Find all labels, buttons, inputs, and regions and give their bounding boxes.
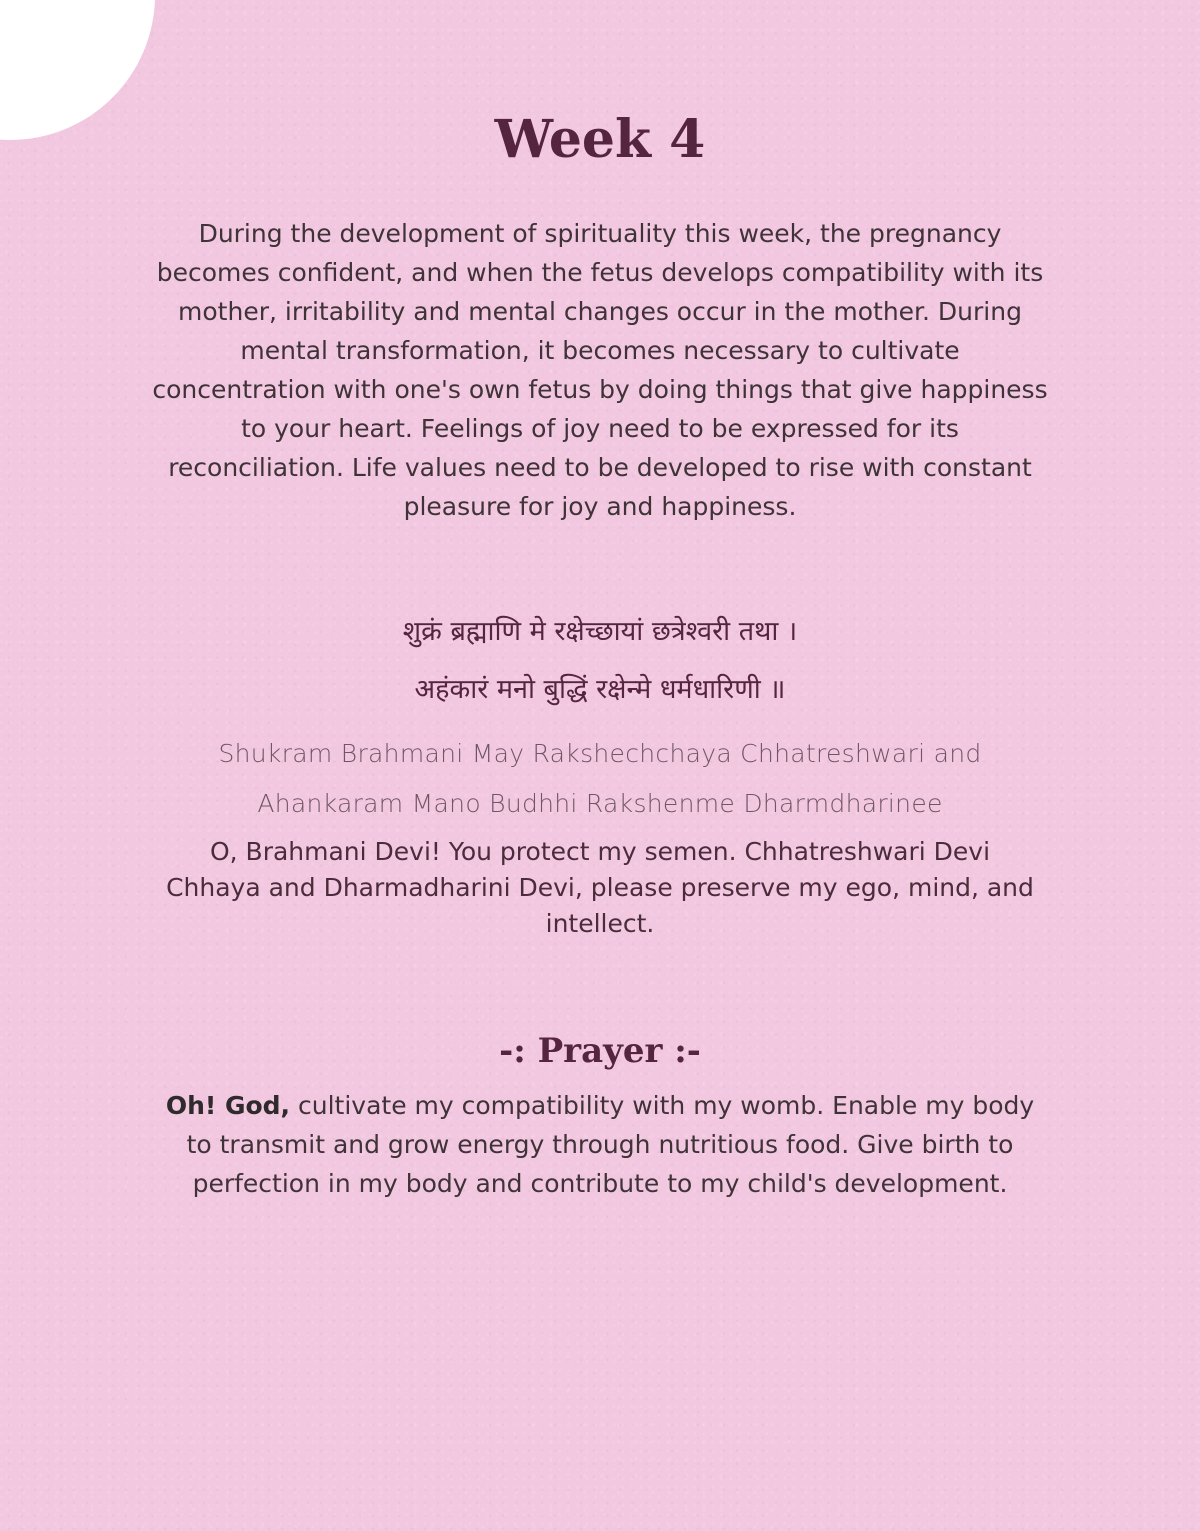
- intro-paragraph: During the development of spirituality this week, the pregnancy becomes confident, and when the fetus develops compatibility with its mother, irritability and mental changes occur in the mother. During mental transformation, it becomes necessary to cultivate concentration with one's own fetus by doing things that give happiness to your heart. Feelings of joy need to be expressed for its reconciliation. Life values need to be developed to rise with constant pleasure for joy and happiness.: [152, 219, 1048, 521]
- prayer-lead: Oh! God,: [165, 1091, 291, 1120]
- translation-paragraph: O, Brahmani Devi! You protect my semen. Chhatreshwari Devi Chhaya and Dharmadharini Devi, please preserve my ego, mind, and intellect.: [166, 837, 1034, 938]
- prayer-heading: -: Prayer :-: [499, 1031, 701, 1071]
- transliteration-line-1: Shukram Brahmani May Rakshechchaya Chhatreshwari and: [218, 739, 982, 768]
- prayer-body-text: cultivate my compatibility with my womb. Enable my body to transmit and grow energy through nutritious food. Give birth to perfection in my body and contribute to my child's development.: [186, 1091, 1035, 1198]
- transliteration-line-2: Ahankaram Mano Budhhi Rakshenme Dharmdharinee: [257, 789, 943, 818]
- mantra-line-1: शुक्रं ब्रह्माणि मे रक्षेच्छायां छत्रेश्वरी तथा ।: [402, 616, 798, 647]
- page-title: Week 4: [494, 109, 706, 170]
- prayer-paragraph: [160, 1086, 1040, 1203]
- mantra-line-2: अहंकारं मनो बुद्धिं रक्षेन्मे धर्मधारिणी ॥: [414, 674, 786, 705]
